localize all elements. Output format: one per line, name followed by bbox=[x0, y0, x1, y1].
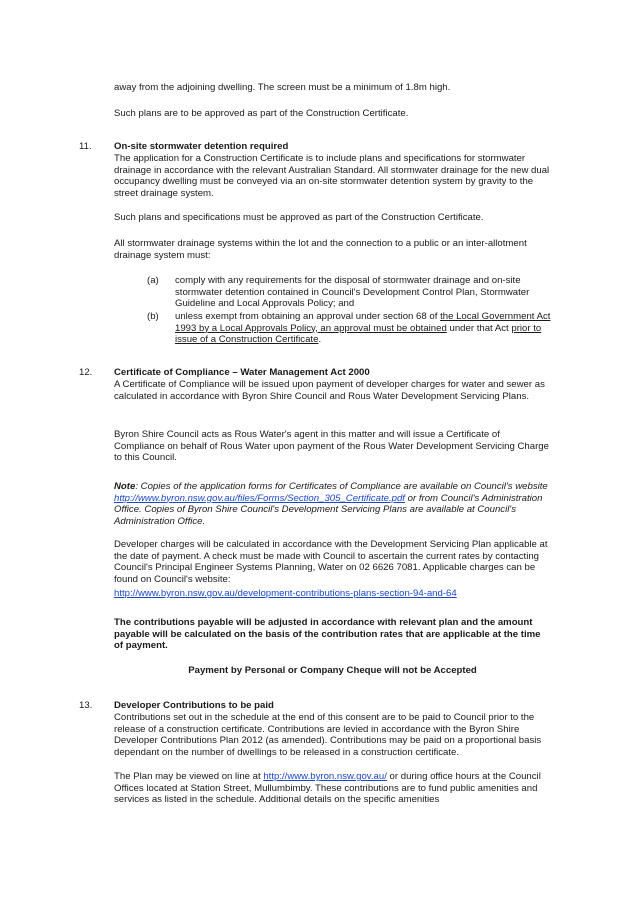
condition-11-number: 11. bbox=[79, 141, 92, 152]
byron-council-website-link[interactable]: http://www.byron.nsw.gov.au/ bbox=[263, 771, 387, 782]
development-contributions-plans-link[interactable]: http://www.byron.nsw.gov.au/development-contributions-plans-section-94-and-64 bbox=[114, 588, 457, 599]
condition-11-paragraph-1: The application for a Construction Certificate is to include plans and specifications for stormwater drainage in accordance with the relevant Australian Standard. All stormwater drainage for the new dual occupancy dwelling must be conveyed via an on-site stormwater detention system by gravity to the street drainage system. bbox=[114, 153, 550, 199]
condition-12-note bbox=[114, 481, 551, 527]
section-305-certificate-link[interactable]: http://www.byron.nsw.gov.au/files/Forms/Section_305_Certificate.pdf bbox=[114, 492, 405, 504]
condition-12-number: 12. bbox=[79, 367, 93, 378]
intro-line-1: away from the adjoining dwelling. The screen must be a minimum of 1.8m high. bbox=[114, 82, 451, 93]
condition-13-number: 13. bbox=[79, 700, 93, 711]
note-text-2: or from Council's Administration Office. Copies of Byron Shire Council's Development Servicing Plans are available at Council's Administration Office. bbox=[114, 492, 543, 527]
condition-11-item-a-label: (a) bbox=[147, 275, 159, 286]
item-b-text-3: . bbox=[318, 334, 322, 346]
condition-11-item-b bbox=[175, 311, 560, 346]
condition-13-paragraph-1: Contributions set out in the schedule at the end of this consent are to be paid to Council prior to the release of a construction certificate. Contributions are levied in accordance with the Byron Shire Developer Contributions Plan 2012 (as amended). Contributions may be paid on a proportional basis dependant on the number of dwellings to be released in a construction certificate. bbox=[114, 712, 542, 758]
p2-text-1: The Plan may be viewed on line at bbox=[114, 771, 264, 782]
condition-12-paragraph-1: A Certificate of Compliance will be issued upon payment of developer charges for water and sewer as calculated in accordance with Byron Shire Council and Rous Water Development Servicing Plans. bbox=[114, 379, 545, 402]
condition-11-paragraph-3: All stormwater drainage systems within the lot and the connection to a public or an inter-allotment drainage system must: bbox=[114, 238, 527, 261]
condition-11-item-a: comply with any requirements for the disposal of stormwater drainage and on-site stormwater detention contained in Council's Development Control Plan, Stormwater Guideline and Local Approvals Policy; and bbox=[175, 275, 530, 310]
note-label: Note bbox=[114, 481, 136, 492]
p2-text-2: or during office hours at the Council Offices located at Station Street, Mullumbimby. These contributions are to fund public amenities and services as listed in the schedule. Additional details on the specific amenities bbox=[114, 771, 541, 806]
condition-11-item-b-label: (b) bbox=[147, 311, 159, 322]
condition-12-paragraph-3: Developer charges will be calculated in accordance with the Development Servicing Plan applicable at the date of payment. A check must be made with Council to ascertain the current rates by contacting Council's Principal Engineer Systems Planning, Water on 02 6626 7081. Applicable charges can be found on Council's website: bbox=[114, 539, 548, 585]
contributions-adjusted-notice: The contributions payable will be adjusted in accordance with relevant plan and the amount payable will be calculated on the basis of the contribution rates that are applicable at the time of payment. bbox=[114, 617, 541, 652]
prior-to-issue-underline: prior to issue of a Construction Certificate bbox=[175, 322, 542, 346]
local-government-act-underline: the Local Government Act 1993 by a Local Approvals Policy, an approval must be obtained bbox=[175, 311, 551, 334]
condition-11-paragraph-2: Such plans and specifications must be approved as part of the Construction Certificate. bbox=[114, 212, 484, 223]
condition-13-paragraph-2 bbox=[114, 771, 551, 806]
item-b-text-1: unless exempt from obtaining an approval under section 68 of bbox=[175, 311, 441, 322]
condition-12-title: Certificate of Compliance – Water Management Act 2000 bbox=[114, 367, 370, 378]
condition-12-paragraph-2: Byron Shire Council acts as Rous Water's agent in this matter and will issue a Certificate of Compliance on behalf of Rous Water upon payment of the Rous Water Development Servicing Charge to this Council. bbox=[114, 429, 549, 464]
condition-13-title: Developer Contributions to be paid bbox=[114, 700, 274, 711]
item-b-text-2: under that Act bbox=[446, 322, 512, 334]
intro-line-2: Such plans are to be approved as part of the Construction Certificate. bbox=[114, 108, 409, 119]
note-text-1: : Copies of the application forms for Certificates of Compliance are available on Council's website bbox=[135, 481, 548, 492]
cheque-not-accepted-notice: Payment by Personal or Company Cheque will not be Accepted bbox=[188, 665, 477, 676]
condition-11-title: On-site stormwater detention required bbox=[114, 141, 289, 152]
